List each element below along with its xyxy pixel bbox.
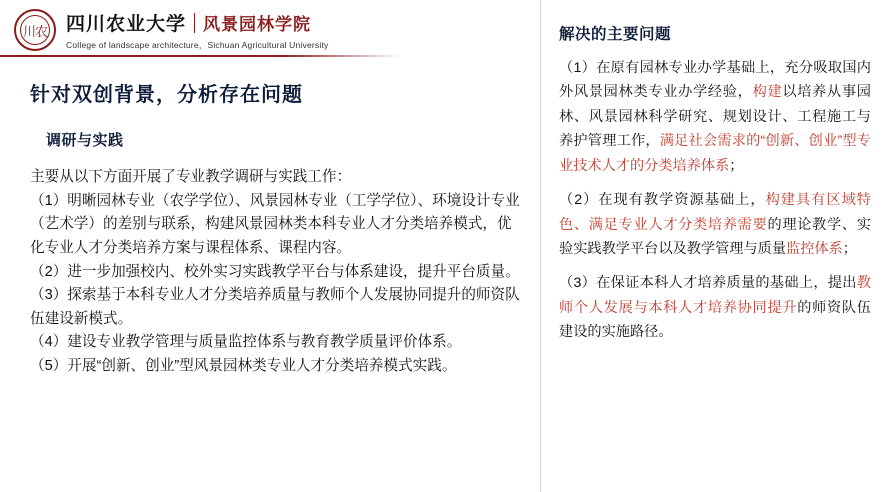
section-subtitle: 调研与实践 — [46, 131, 124, 149]
university-name-en: College of landscape architecture，Sichuan Agricultural University — [66, 40, 329, 50]
left-paragraph-1: （1）明晰园林专业（农学学位）、风景园林专业（工学学位）、环境设计专业（艺术学）的差别与联系，构建风景园林类本科专业人才分类培养模式，优化专业人才分类培养方案与课程体系、课程内容。 — [30, 192, 520, 256]
right-item-2 — [559, 271, 871, 344]
right-item-0-lead: （1）在原有园林专业办学基础上，充分吸取国内外风景园林类专业办学经验， — [559, 60, 871, 101]
header-divider — [194, 13, 195, 33]
right-item-1-highlight-1: 构建具有区域特色、满足专业人才分类培养需要 — [559, 192, 871, 233]
right-body-text — [559, 56, 871, 345]
university-name-cn: 四川农业大学 — [66, 13, 187, 35]
left-body-text — [30, 166, 522, 379]
right-item-2-lead: （3）在保证本科人才培养质量的基础上，提出 — [559, 275, 857, 292]
seal-glyph-text: 川农 — [22, 24, 47, 40]
right-item-1-mid: 的理论教学、实验实践教学平台以及教学管理与质量 — [559, 216, 871, 257]
left-paragraph-5: （5）开展“创新、创业”型风景园林类专业人才分类培养模式实践。 — [30, 358, 457, 375]
left-paragraph-0: 主要从以下方面开展了专业教学调研与实践工作： — [30, 169, 352, 185]
header-inner — [0, 0, 540, 54]
university-name-block — [66, 9, 328, 51]
slide-header — [0, 0, 540, 56]
right-section-title: 解决的主要问题 — [559, 24, 672, 43]
college-name-cn: 风景园林学院 — [203, 15, 312, 35]
university-name-row — [66, 9, 328, 36]
right-content-column — [541, 0, 887, 492]
right-item-0-highlight-2: 满足社会需求的“创新、创业”型专业技术人才的分类培养体系 — [559, 133, 871, 174]
university-seal-icon — [14, 9, 56, 51]
right-item-1-lead: （2）在现有教学资源基础上， — [559, 192, 766, 209]
right-item-0-highlight-1: 构建 — [752, 84, 783, 101]
left-paragraph-3: （3）探索基于本科专业人才分类培养质量与教师个人发展协同提升的师资队伍建设新模式。 — [30, 287, 520, 327]
page-title: 针对双创背景，分析存在问题 — [30, 82, 303, 106]
left-paragraph-2: （2）进一步加强校内、校外实习实践教学平台与体系建设，提升平台质量。 — [30, 263, 520, 280]
right-item-0 — [559, 56, 871, 178]
left-paragraph-4: （4）建设专业教学管理与质量监控体系与教育教学质量评价体系。 — [30, 334, 462, 351]
right-item-0-tail: ； — [729, 157, 744, 174]
right-item-1-highlight-2: 监控体系 — [786, 240, 843, 257]
right-item-2-mid: 的师资队伍建设的实施路径。 — [559, 299, 871, 341]
right-item-1 — [559, 188, 871, 261]
right-item-1-tail: ； — [842, 240, 857, 257]
right-item-0-mid: 以培养从事园林、风景园林科学研究、规划设计、工程施工与养护管理工作， — [559, 84, 871, 150]
right-item-2-highlight-1: 教师个人发展与本科人才培养协同提升 — [559, 275, 871, 316]
left-content-column — [0, 56, 540, 492]
